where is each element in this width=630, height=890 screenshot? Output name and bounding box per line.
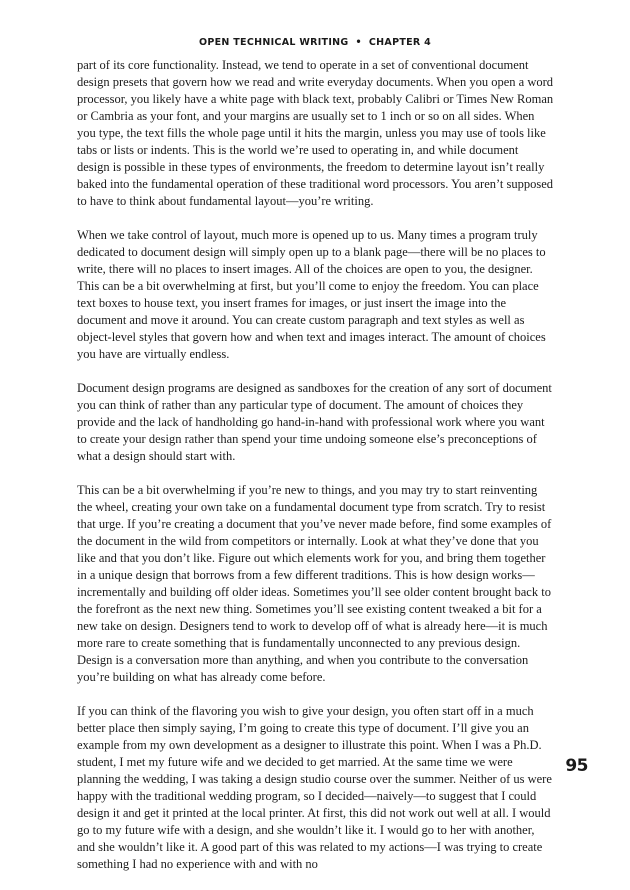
- body-text: [77, 57, 554, 890]
- running-header: [0, 37, 630, 48]
- paragraph-2: When we take control of layout, much more is opened up to us. Many times a program truly dedicated to document design will simply open up to a blank page—there will be no places to write, there will no places to insert images. All of the choices are open to you, the designer. This can be a bit overwhelming at first, but you’ll come to enjoy the freedom. You can place text boxes to house text, you insert frames for images, or just insert the image into the document and move it around. You can create custom paragraph and text styles as well as object-level styles that govern how and when text and images interact. The amount of choices you have are virtually endless.: [77, 228, 546, 361]
- paragraph-3: Document design programs are designed as sandboxes for the creation of any sort of document you can think of rather than any particular type of document. The amount of choices they provide and the lack of handholding go hand-in-hand with professional work where you want to create your design rather than spend your time undoing someone else’s preconceptions of what a design should start with.: [77, 381, 552, 463]
- page-number: 95: [565, 756, 588, 776]
- header-separator: •: [355, 37, 362, 48]
- paragraph-1: part of its core functionality. Instead, we tend to operate in a set of conventional document design presets that govern how we read and write everyday documents. When you open a word processor, you likely have a white page with black text, probably Calibri or Times New Roman or Cambria as your font, and your margins are usually set to 1 inch or so on all sides. When you type, the text fills the whole page until it hits the margin, unless you may use of tools like tabs or lists or indents. This is the world we’re used to operating in, and while document design is possible in these types of environments, the freedom to determine layout isn’t really baked into the fundamental operation of these traditional word processors. You aren’t supposed to have to think about fundamental layout—you’re writing.: [77, 58, 554, 208]
- paragraph-5: If you can think of the flavoring you wish to give your design, you often start off in a much better place then simply saying, I’m going to create this type of document. I’ll give you an example from my own development as a designer to illustrate this point. When I was a Ph.D. student, I met my future wife and we decided to get married. At the same time we were planning the wedding, I was taking a design studio course over the summer. Neither of us were happy with the traditional wedding program, so I decided—naively—to suggest that I could design it and get it printed at the local printer. At first, this did not work out well at all. I would go to my future wife with a design, and she wouldn’t like it. I would go to her with another, and she wouldn’t like it. A good part of this was related to my actions—I was trying to create something I had no experience with and with no: [77, 704, 552, 871]
- header-chapter: CHAPTER 4: [368, 37, 432, 48]
- header-book-title: OPEN TECHNICAL WRITING: [198, 37, 349, 48]
- paragraph-4: This can be a bit overwhelming if you’re new to things, and you may try to start reinventing the wheel, creating your own take on a fundamental document type from scratch. Try to resist that urge. If you’re creating a document that you’ve never made before, find some examples of the document in the wild from competitors or internally. Look at what they’ve done that you like and that you don’t like. Figure out which elements work for you, and bring them together in a unique design that borrows from a few different traditions. This is how design works—incrementally and building off older ideas. Sometimes you’ll see older content brought back to the forefront as the next new thing. Sometimes you’ll see existing content tweaked a bit for a new take on design. Designers tend to work to develop off of what is already here—it is much more rare to create something that is fundamentally unconnected to any previous design. Design is a conversation more than anything, and when you contribute to the conversation you’re building on what has already come before.: [77, 483, 552, 684]
